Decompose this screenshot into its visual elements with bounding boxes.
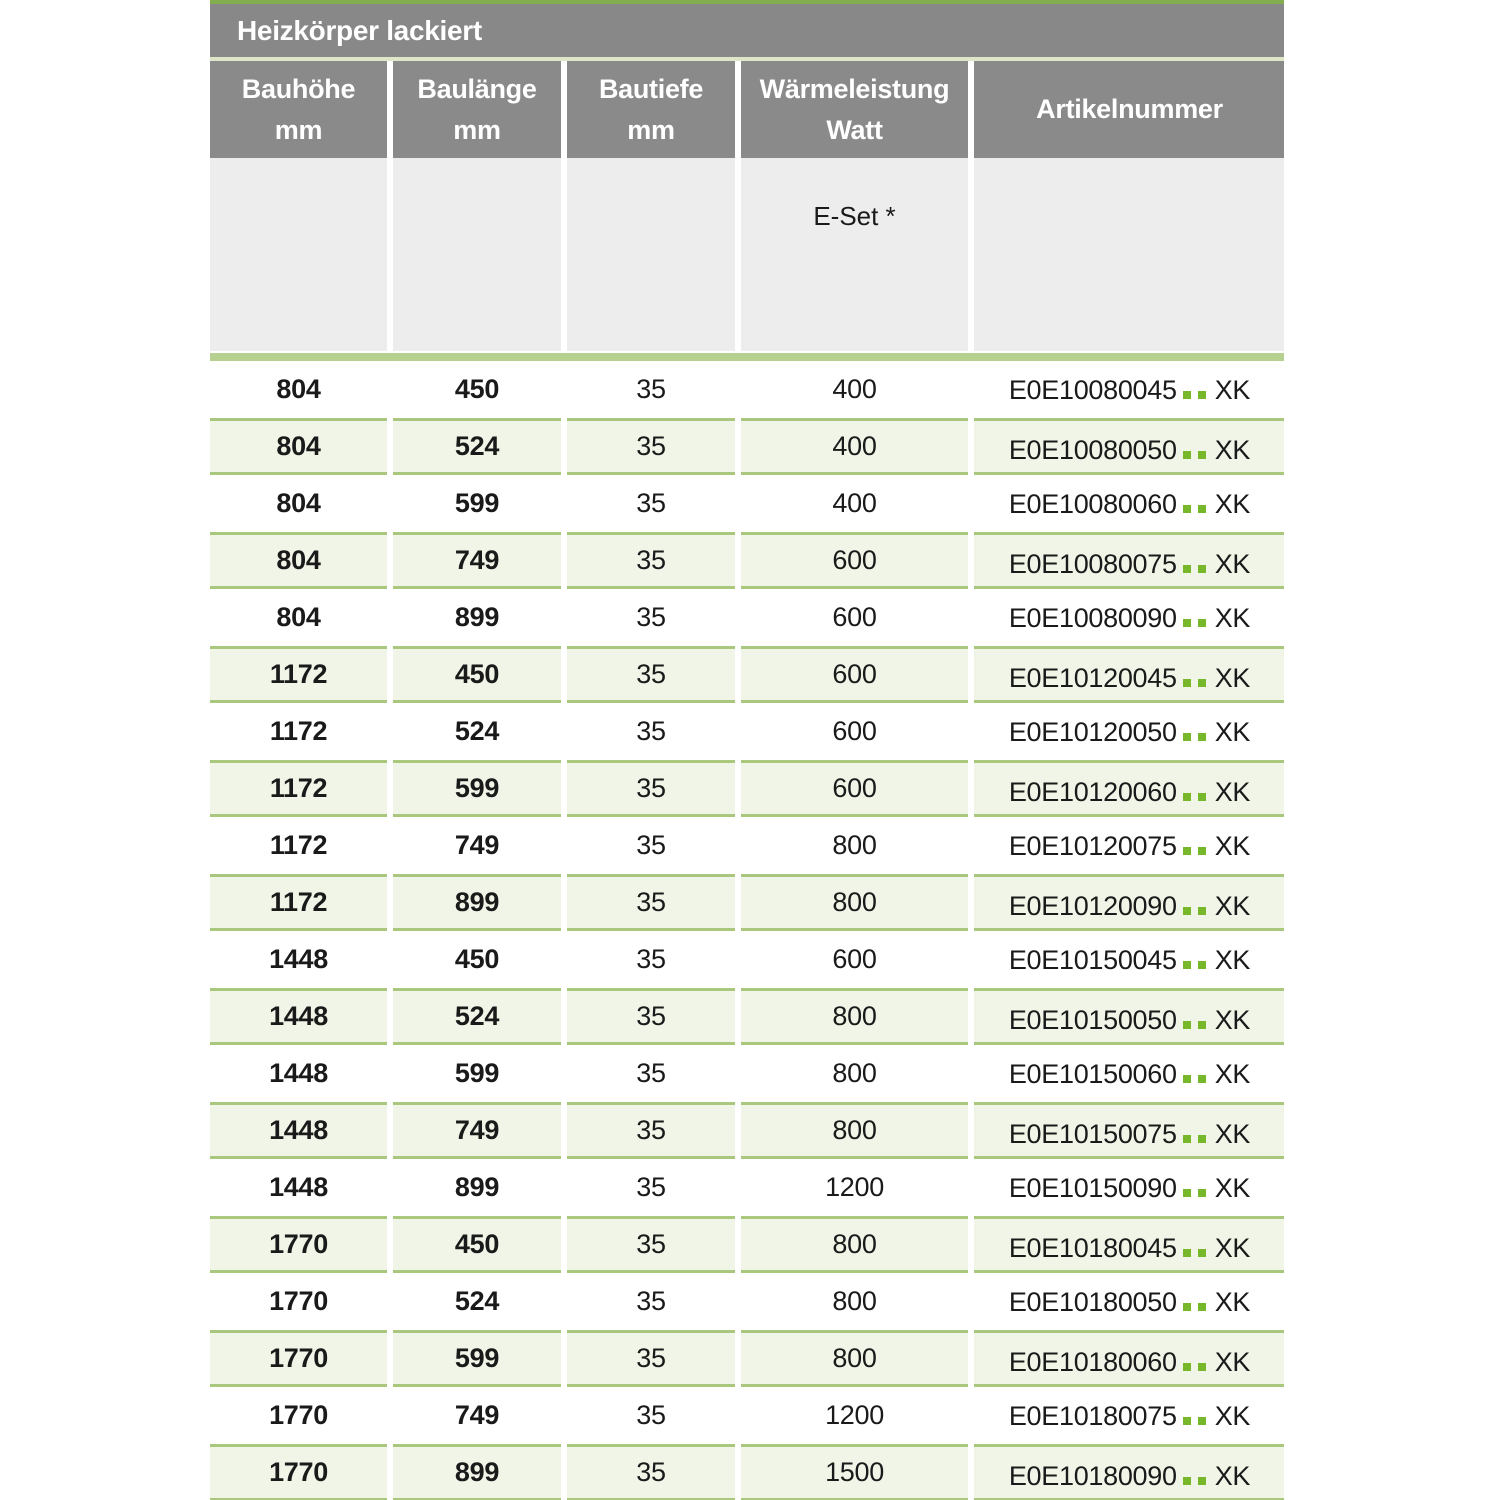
cell-bautiefe: 35 [567, 1216, 735, 1273]
cell-waermeleistung: 800 [741, 988, 968, 1045]
cell-bautiefe: 35 [567, 760, 735, 817]
cell-waermeleistung: 600 [741, 532, 968, 589]
cell-artikelnummer [974, 703, 1284, 760]
green-dot [1183, 565, 1191, 573]
green-dot [1183, 1477, 1191, 1485]
green-dot [1183, 1075, 1191, 1083]
cell-bautiefe: 35 [567, 1387, 735, 1444]
artikel-placeholder-dots [1183, 1363, 1206, 1371]
artikel-placeholder-dots [1183, 1417, 1206, 1425]
cell-bautiefe: 35 [567, 988, 735, 1045]
green-dot [1198, 1075, 1206, 1083]
cell-waermeleistung: 400 [741, 418, 968, 475]
green-dot [1198, 1363, 1206, 1371]
artikel-suffix: XK [1214, 831, 1251, 861]
artikel-prefix: E0E10180090 [1008, 1461, 1177, 1491]
cell-artikelnummer [974, 1330, 1284, 1387]
cell-artikelnummer [974, 475, 1284, 532]
artikel-suffix: XK [1214, 1233, 1251, 1263]
table-row [210, 1102, 1284, 1159]
artikel-placeholder-dots [1183, 391, 1206, 399]
column-header-waermeleistung [741, 61, 968, 158]
cell-waermeleistung: 400 [741, 475, 968, 532]
cell-waermeleistung: 800 [741, 1216, 968, 1273]
green-dot [1198, 451, 1206, 459]
artikel-suffix: XK [1214, 777, 1251, 807]
artikel-suffix: XK [1214, 1173, 1251, 1203]
artikel-prefix: E0E10180045 [1008, 1233, 1177, 1263]
cell-bautiefe: 35 [567, 1102, 735, 1159]
table-row [210, 1045, 1284, 1102]
artikel-prefix: E0E10080050 [1008, 435, 1177, 465]
green-dot [1183, 679, 1191, 687]
cell-bauhoehe: 1448 [210, 1159, 387, 1216]
table-title: Heizkörper lackiert [237, 14, 482, 46]
artikel-suffix: XK [1214, 1119, 1251, 1149]
green-dot [1183, 505, 1191, 513]
column-header-unit: mm [627, 114, 675, 145]
cell-artikelnummer [974, 817, 1284, 874]
artikel-placeholder-dots [1183, 847, 1206, 855]
column-header-artikelnummer [974, 61, 1284, 158]
artikel-placeholder-dots [1183, 1189, 1206, 1197]
artikel-placeholder-dots [1183, 907, 1206, 915]
table-row [210, 760, 1284, 817]
cell-bautiefe: 35 [567, 361, 735, 418]
column-header-baulaenge [393, 61, 561, 158]
subheader-row [210, 158, 1284, 351]
table-row [210, 418, 1284, 475]
subheader-cell-artikelnummer [974, 158, 1284, 351]
artikel-placeholder-dots [1183, 733, 1206, 741]
column-header-label: Artikelnummer [1036, 94, 1223, 124]
artikel-prefix: E0E10150090 [1008, 1173, 1177, 1203]
cell-bauhoehe: 1172 [210, 760, 387, 817]
cell-baulaenge: 524 [393, 703, 561, 760]
cell-baulaenge: 749 [393, 1102, 561, 1159]
artikel-placeholder-dots [1183, 619, 1206, 627]
artikel-prefix: E0E10180075 [1008, 1401, 1177, 1431]
cell-baulaenge: 599 [393, 1330, 561, 1387]
green-dot [1198, 505, 1206, 513]
cell-artikelnummer [974, 418, 1284, 475]
artikel-suffix: XK [1214, 1347, 1251, 1377]
artikel-suffix: XK [1214, 891, 1251, 921]
subheader-cell-baulaenge [393, 158, 561, 351]
cell-bautiefe: 35 [567, 418, 735, 475]
cell-baulaenge: 524 [393, 1273, 561, 1330]
table-row [210, 1216, 1284, 1273]
subheader-cell-eset [741, 158, 968, 351]
cell-bauhoehe: 804 [210, 361, 387, 418]
cell-bauhoehe: 1448 [210, 988, 387, 1045]
artikel-prefix: E0E10180050 [1008, 1287, 1177, 1317]
table-row [210, 1330, 1284, 1387]
cell-waermeleistung: 1200 [741, 1159, 968, 1216]
green-dot [1198, 679, 1206, 687]
cell-waermeleistung: 800 [741, 874, 968, 931]
column-header-label: Baulänge [417, 73, 537, 104]
cell-baulaenge: 599 [393, 475, 561, 532]
cell-bauhoehe: 1770 [210, 1330, 387, 1387]
cell-artikelnummer [974, 760, 1284, 817]
cell-waermeleistung: 1500 [741, 1444, 968, 1500]
cell-artikelnummer [974, 1159, 1284, 1216]
cell-baulaenge: 599 [393, 1045, 561, 1102]
cell-bauhoehe: 1172 [210, 703, 387, 760]
cell-bauhoehe: 1770 [210, 1216, 387, 1273]
cell-baulaenge: 524 [393, 418, 561, 475]
artikel-suffix: XK [1214, 945, 1251, 975]
green-dot [1183, 907, 1191, 915]
artikel-prefix: E0E10150045 [1008, 945, 1177, 975]
artikel-prefix: E0E10150060 [1008, 1059, 1177, 1089]
cell-baulaenge: 899 [393, 874, 561, 931]
cell-bautiefe: 35 [567, 646, 735, 703]
artikel-prefix: E0E10120090 [1008, 891, 1177, 921]
green-dot [1198, 1249, 1206, 1257]
cell-baulaenge: 450 [393, 361, 561, 418]
column-header-label: Bauhöhe [241, 73, 356, 104]
green-dot [1198, 1189, 1206, 1197]
cell-baulaenge: 749 [393, 817, 561, 874]
artikel-suffix: XK [1214, 435, 1251, 465]
column-header-unit: Watt [826, 114, 883, 145]
cell-waermeleistung: 800 [741, 1273, 968, 1330]
green-dot [1183, 1363, 1191, 1371]
artikel-prefix: E0E10120060 [1008, 777, 1177, 807]
artikel-suffix: XK [1214, 1059, 1251, 1089]
artikel-prefix: E0E10080060 [1008, 489, 1177, 519]
artikel-suffix: XK [1214, 1401, 1251, 1431]
column-header-unit: mm [453, 114, 501, 145]
artikel-prefix: E0E10150075 [1008, 1119, 1177, 1149]
cell-bauhoehe: 1172 [210, 874, 387, 931]
table-row [210, 646, 1284, 703]
column-header-bauhoehe [210, 61, 387, 158]
table-row [210, 532, 1284, 589]
column-header-unit: mm [274, 114, 323, 145]
cell-artikelnummer [974, 1216, 1284, 1273]
cell-bautiefe: 35 [567, 1045, 735, 1102]
cell-waermeleistung: 400 [741, 361, 968, 418]
cell-artikelnummer [974, 988, 1284, 1045]
cell-bauhoehe: 1448 [210, 1045, 387, 1102]
green-divider-bar [210, 353, 1284, 361]
cell-bautiefe: 35 [567, 589, 735, 646]
artikel-placeholder-dots [1183, 1249, 1206, 1257]
green-dot [1198, 907, 1206, 915]
green-dot [1183, 1135, 1191, 1143]
green-dot [1183, 733, 1191, 741]
cell-baulaenge: 599 [393, 760, 561, 817]
cell-artikelnummer [974, 646, 1284, 703]
column-header-label: Bautiefe [598, 73, 704, 104]
green-dot [1183, 451, 1191, 459]
cell-baulaenge: 450 [393, 646, 561, 703]
green-dot [1183, 391, 1191, 399]
cell-baulaenge: 899 [393, 589, 561, 646]
cell-bautiefe: 35 [567, 931, 735, 988]
cell-bauhoehe: 1770 [210, 1387, 387, 1444]
cell-bautiefe: 35 [567, 1273, 735, 1330]
cell-baulaenge: 450 [393, 1216, 561, 1273]
cell-waermeleistung: 800 [741, 1330, 968, 1387]
cell-bautiefe: 35 [567, 874, 735, 931]
table-row [210, 988, 1284, 1045]
cell-bauhoehe: 804 [210, 475, 387, 532]
cell-bauhoehe: 804 [210, 589, 387, 646]
artikel-placeholder-dots [1183, 679, 1206, 687]
table-row [210, 361, 1284, 418]
artikel-placeholder-dots [1183, 961, 1206, 969]
artikel-prefix: E0E10120050 [1008, 717, 1177, 747]
artikel-placeholder-dots [1183, 793, 1206, 801]
column-header-label: Wärmeleistung [759, 73, 950, 104]
subheader-cell-bautiefe [567, 158, 735, 351]
table-row [210, 1159, 1284, 1216]
cell-bautiefe: 35 [567, 475, 735, 532]
artikel-placeholder-dots [1183, 1477, 1206, 1485]
green-dot [1198, 961, 1206, 969]
artikel-prefix: E0E10120075 [1008, 831, 1177, 861]
green-dot [1198, 1135, 1206, 1143]
artikel-prefix: E0E10080090 [1008, 603, 1177, 633]
cell-waermeleistung: 600 [741, 646, 968, 703]
table-title-bar [210, 4, 1284, 57]
green-dot [1198, 1303, 1206, 1311]
artikel-suffix: XK [1214, 489, 1251, 519]
table-row [210, 817, 1284, 874]
artikel-suffix: XK [1214, 603, 1251, 633]
green-dot [1183, 1189, 1191, 1197]
artikel-placeholder-dots [1183, 1075, 1206, 1083]
cell-bauhoehe: 1770 [210, 1273, 387, 1330]
cell-bauhoehe: 1770 [210, 1444, 387, 1500]
green-dot [1198, 565, 1206, 573]
table-row [210, 703, 1284, 760]
green-dot [1183, 847, 1191, 855]
cell-waermeleistung: 600 [741, 931, 968, 988]
header-row [210, 61, 1284, 158]
artikel-suffix: XK [1214, 717, 1251, 747]
cell-artikelnummer [974, 1273, 1284, 1330]
green-dot [1183, 1021, 1191, 1029]
table-row [210, 874, 1284, 931]
green-dot [1183, 1417, 1191, 1425]
cell-artikelnummer [974, 1102, 1284, 1159]
cell-artikelnummer [974, 874, 1284, 931]
artikel-suffix: XK [1214, 663, 1251, 693]
cell-bauhoehe: 804 [210, 418, 387, 475]
artikel-suffix: XK [1214, 1287, 1251, 1317]
green-dot [1198, 1477, 1206, 1485]
cell-baulaenge: 899 [393, 1159, 561, 1216]
artikel-suffix: XK [1214, 375, 1251, 405]
artikel-placeholder-dots [1183, 505, 1206, 513]
table-row [210, 1387, 1284, 1444]
cell-bautiefe: 35 [567, 817, 735, 874]
cell-baulaenge: 899 [393, 1444, 561, 1500]
artikel-placeholder-dots [1183, 451, 1206, 459]
cell-bauhoehe: 1448 [210, 931, 387, 988]
artikel-placeholder-dots [1183, 1021, 1206, 1029]
cell-waermeleistung: 600 [741, 703, 968, 760]
cell-bautiefe: 35 [567, 1330, 735, 1387]
green-dot [1183, 1249, 1191, 1257]
cell-baulaenge: 450 [393, 931, 561, 988]
cell-bautiefe: 35 [567, 532, 735, 589]
green-dot [1198, 619, 1206, 627]
cell-waermeleistung: 600 [741, 589, 968, 646]
cell-waermeleistung: 800 [741, 1102, 968, 1159]
green-dot [1198, 847, 1206, 855]
cell-bauhoehe: 1172 [210, 817, 387, 874]
cell-baulaenge: 749 [393, 532, 561, 589]
cell-bauhoehe: 1172 [210, 646, 387, 703]
cell-bautiefe: 35 [567, 703, 735, 760]
green-dot [1183, 961, 1191, 969]
subheader-cell-bauhoehe [210, 158, 387, 351]
table-row [210, 931, 1284, 988]
artikel-placeholder-dots [1183, 1135, 1206, 1143]
artikel-placeholder-dots [1183, 565, 1206, 573]
cell-waermeleistung: 600 [741, 760, 968, 817]
cell-artikelnummer [974, 532, 1284, 589]
cell-artikelnummer [974, 1444, 1284, 1500]
cell-bautiefe: 35 [567, 1444, 735, 1500]
artikel-prefix: E0E10080045 [1008, 375, 1177, 405]
table-row [210, 475, 1284, 532]
green-dot [1183, 793, 1191, 801]
green-dot [1198, 1417, 1206, 1425]
artikel-placeholder-dots [1183, 1303, 1206, 1311]
cell-artikelnummer [974, 361, 1284, 418]
e-set-label: E-Set * [813, 201, 896, 231]
artikel-prefix: E0E10080075 [1008, 549, 1177, 579]
cell-bautiefe: 35 [567, 1159, 735, 1216]
artikel-suffix: XK [1214, 1005, 1251, 1035]
table-body [210, 361, 1284, 1500]
green-dot [1198, 1021, 1206, 1029]
table-row [210, 1444, 1284, 1500]
cell-baulaenge: 749 [393, 1387, 561, 1444]
artikel-prefix: E0E10120045 [1008, 663, 1177, 693]
table-row [210, 1273, 1284, 1330]
green-dot [1183, 1303, 1191, 1311]
cell-bauhoehe: 804 [210, 532, 387, 589]
cell-artikelnummer [974, 589, 1284, 646]
cell-waermeleistung: 800 [741, 817, 968, 874]
green-dot [1198, 391, 1206, 399]
green-dot [1198, 733, 1206, 741]
artikel-prefix: E0E10150050 [1008, 1005, 1177, 1035]
green-dot [1183, 619, 1191, 627]
cell-bauhoehe: 1448 [210, 1102, 387, 1159]
heizkoerper-table [210, 0, 1284, 1500]
cell-waermeleistung: 800 [741, 1045, 968, 1102]
table-row [210, 589, 1284, 646]
column-header-bautiefe [567, 61, 735, 158]
cell-baulaenge: 524 [393, 988, 561, 1045]
artikel-prefix: E0E10180060 [1008, 1347, 1177, 1377]
cell-artikelnummer [974, 931, 1284, 988]
artikel-suffix: XK [1214, 1461, 1251, 1491]
cell-artikelnummer [974, 1387, 1284, 1444]
cell-artikelnummer [974, 1045, 1284, 1102]
cell-waermeleistung: 1200 [741, 1387, 968, 1444]
artikel-suffix: XK [1214, 549, 1251, 579]
green-dot [1198, 793, 1206, 801]
